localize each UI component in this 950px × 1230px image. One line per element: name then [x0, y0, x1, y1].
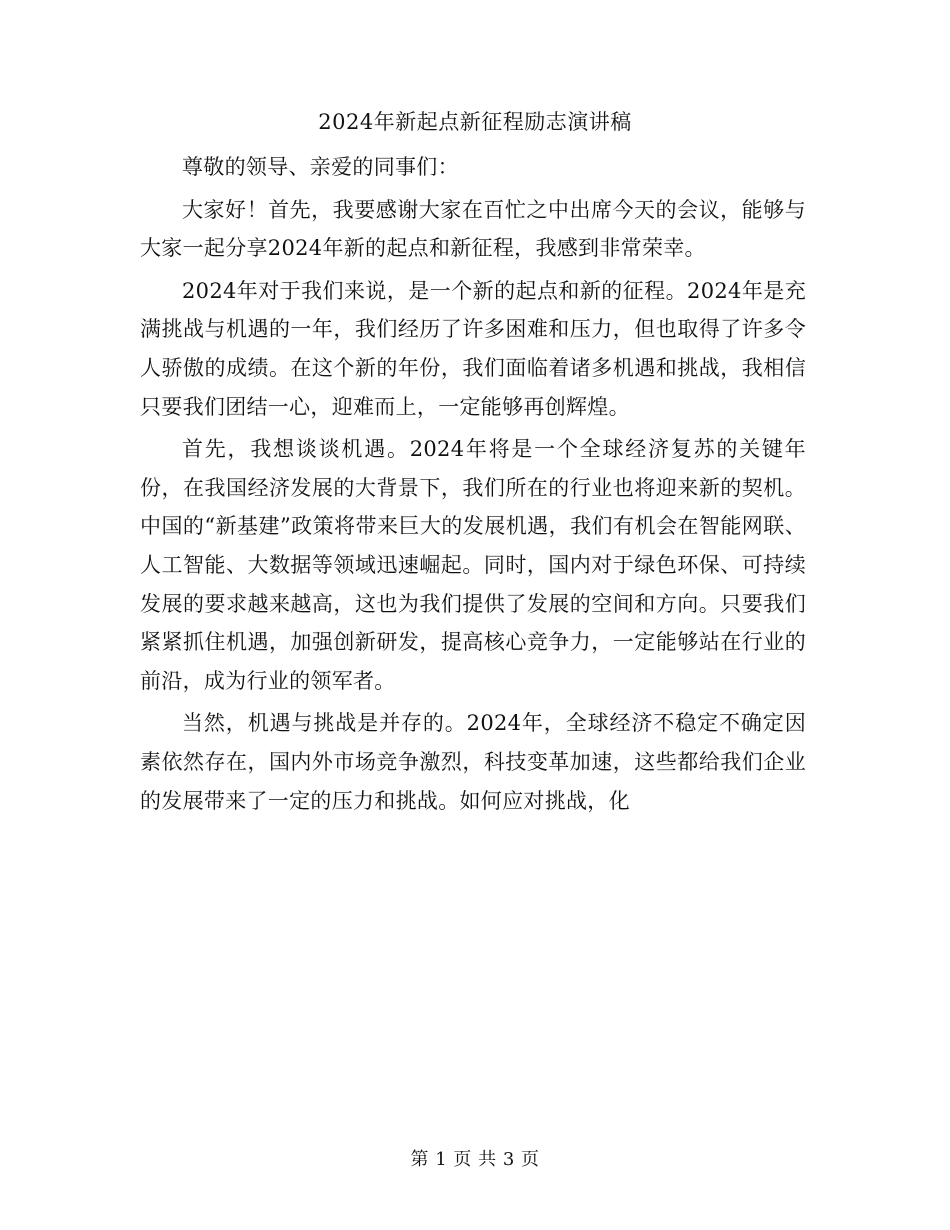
- page-footer: 第 1 页 共 3 页: [410, 1149, 540, 1170]
- paragraph-3: 首先，我想谈谈机遇。2024年将是一个全球经济复苏的关键年份，在我国经济发展的大背景下，我们所在的行业也将迎来新的契机。中国的“新基建”政策将带来巨大的发展机遇，我们有机会在智能网联、人工智能、大数据等领域迅速崛起。同时，国内对于绿色环保、可持续发展的要求越来越高，这也为我们提供了发展的空间和方向。只要我们紧紧抓住机遇，加强创新研发，提高核心竞争力，一定能够站在行业的前沿，成为行业的领军者。: [140, 437, 806, 693]
- paragraph-4: 当然，机遇与挑战是并存的。2024年，全球经济不稳定不确定因素依然存在，国内外市场竞争激烈，科技变革加速，这些都给我们企业的发展带来了一定的压力和挑战。如何应对挑战，化: [140, 711, 806, 813]
- paragraph-1: 大家好！首先，我要感谢大家在百忙之中出席今天的会议，能够与大家一起分享2024年新的起点和新征程，我感到非常荣幸。: [140, 197, 806, 261]
- document-body: [140, 148, 806, 824]
- salutation: 尊敬的领导、亲爱的同事们：: [182, 155, 459, 179]
- paragraph-2: 2024年对于我们来说，是一个新的起点和新的征程。2024年是充满挑战与机遇的一年，我们经历了许多困难和压力，但也取得了许多令人骄傲的成绩。在这个新的年份，我们面临着诸多机遇和挑战，我相信只要我们团结一心，迎难而上，一定能够再创辉煌。: [140, 278, 806, 419]
- document-title: 2024年新起点新征程励志演讲稿: [318, 110, 632, 134]
